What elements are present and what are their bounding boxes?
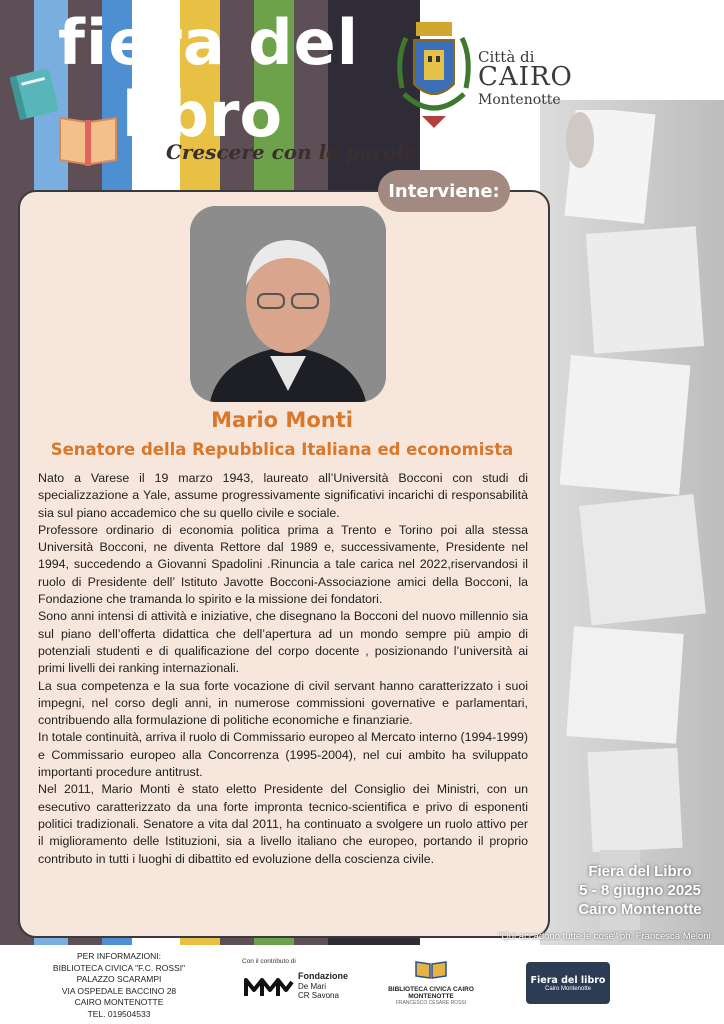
fondazione-line: De Mari: [298, 981, 327, 991]
speaker-name: Mario Monti: [211, 408, 353, 432]
speaker-bio: [38, 470, 528, 868]
bio-paragraph: Sono anni intensi di attività e iniziative, che disegnano la Bocconi del nuovo millennio sia sul piano dell’offerta didattica che dell’apertura ad un mondo sempre più ampio di potenziali studenti e di qualificazione del corpo docente , posizionando l’università ai primi livelli dei ranking internazionali.: [38, 609, 528, 676]
biblioteca-logo: [388, 958, 474, 1006]
info-line: PER INFORMAZIONI:: [76, 951, 162, 961]
bio-paragraph: La sua competenza e la sua forte vocazione di civil servant hanno caratterizzato i suoi impegni, nel corso degli anni, in numerose commissioni governative e parlamentari, contribuendo alla formulazione di politiche economiche e finanziarie.: [38, 678, 528, 728]
city-sub: Montenotte: [478, 92, 561, 108]
info-line: CAIRO MONTENOTTE: [74, 997, 164, 1008]
city-prefix: Città di: [478, 48, 535, 66]
info-line: TEL. 019504533: [87, 1008, 151, 1019]
bio-paragraph: In totale continuità, arriva il ruolo di Commissario europeo al Mercato interno (1994-1999) e Commissario europeo alla Concorrenza (1995-2004), nel cui ambito ha sviluppato importanti procedure antitrust.: [38, 730, 528, 780]
speaker-portrait: [190, 206, 386, 402]
city-name: CAIRO: [478, 62, 573, 92]
fiera-logo: [526, 962, 610, 1004]
fondazione-logo-icon: [244, 974, 294, 998]
subtitle: Crescere con le parole: [166, 140, 418, 164]
city-crest-icon: [392, 18, 476, 134]
biblioteca-name: BIBLIOTECA CIVICA CAIRO MONTENOTTE: [388, 986, 474, 1000]
speaker-role: Senatore della Repubblica Italiana ed economista: [50, 440, 514, 459]
title-line-2: libro: [122, 78, 283, 151]
info-line: PALAZZO SCARAMPI: [76, 974, 162, 985]
contribution-label: Con il contributo di: [242, 958, 296, 965]
fondazione-line: CR Savona: [298, 991, 339, 1000]
fondazione-text: [298, 972, 348, 1001]
info-line: BIBLIOTECA CIVICA "F.C. ROSSI": [52, 962, 186, 973]
contact-info: [40, 951, 198, 1021]
title-line-1: fiera del: [58, 6, 359, 79]
paper-figure-illustration: [560, 110, 710, 930]
book-teal-icon: [6, 64, 62, 122]
event-place: Cairo Montenotte: [578, 901, 702, 918]
event-dates: 5 - 8 giugno 2025: [579, 882, 701, 899]
bio-paragraph: Nato a Varese il 19 marzo 1943, laureato all’Università Bocconi con studi di specializzazione a Yale, assume progressivamente significativi incarichi di responsabilità sia sul piano accademico che su quello civile e sociale.: [38, 471, 528, 520]
photo-credit: "Qui accadono tutte le cose" ph. Francesca Meloni: [498, 931, 711, 942]
event-title: Fiera del Libro: [588, 863, 692, 880]
biblioteca-sub: FRANCESCO CESARE ROSSI: [395, 1000, 467, 1006]
event-info: [560, 862, 720, 919]
biblioteca-book-icon: [414, 958, 448, 980]
info-line: VIA OSPEDALE BACCINO 28: [61, 985, 177, 996]
interviene-badge: Interviene:: [378, 170, 510, 212]
bio-paragraph: Professore ordinario di economia politica prima a Trento e Torino poi alla stessa Università Bocconi, ne diventa Rettore dal 1989 e, successivamente, Presidente nel 1994, succedendo a Giovanni Spadolini .Rinuncia a tale carica nel 2022,riservandosi il ruolo di Presidente dell’ Istituto Javotte Bocconi-Associazione amici della Bocconi, la Fondazione che tramanda lo spirito e la missione dei fondatori.: [38, 522, 528, 607]
fiera-logo-place: Cairo Montenotte: [544, 986, 592, 992]
fiera-logo-title: Fiera del libro: [530, 975, 606, 986]
bio-paragraph: Nel 2011, Mario Monti è stato eletto Presidente del Consiglio dei Ministri, con un esecutivo caratterizzato da una forte impronta tecnico-scientifica e privo di esponenti politici tradizionali. Senatore a vita dal 2011, ha continuato a svolgere un ruolo attivo per il miglioramento delle Istituzioni, sia a livello italiano che europeo, portando il proprio contributo in tutti i luoghi di dibattito ed evoluzione della coscienza civile.: [38, 782, 528, 866]
fondazione-line: Fondazione: [298, 971, 348, 981]
book-open-icon: [56, 108, 120, 168]
